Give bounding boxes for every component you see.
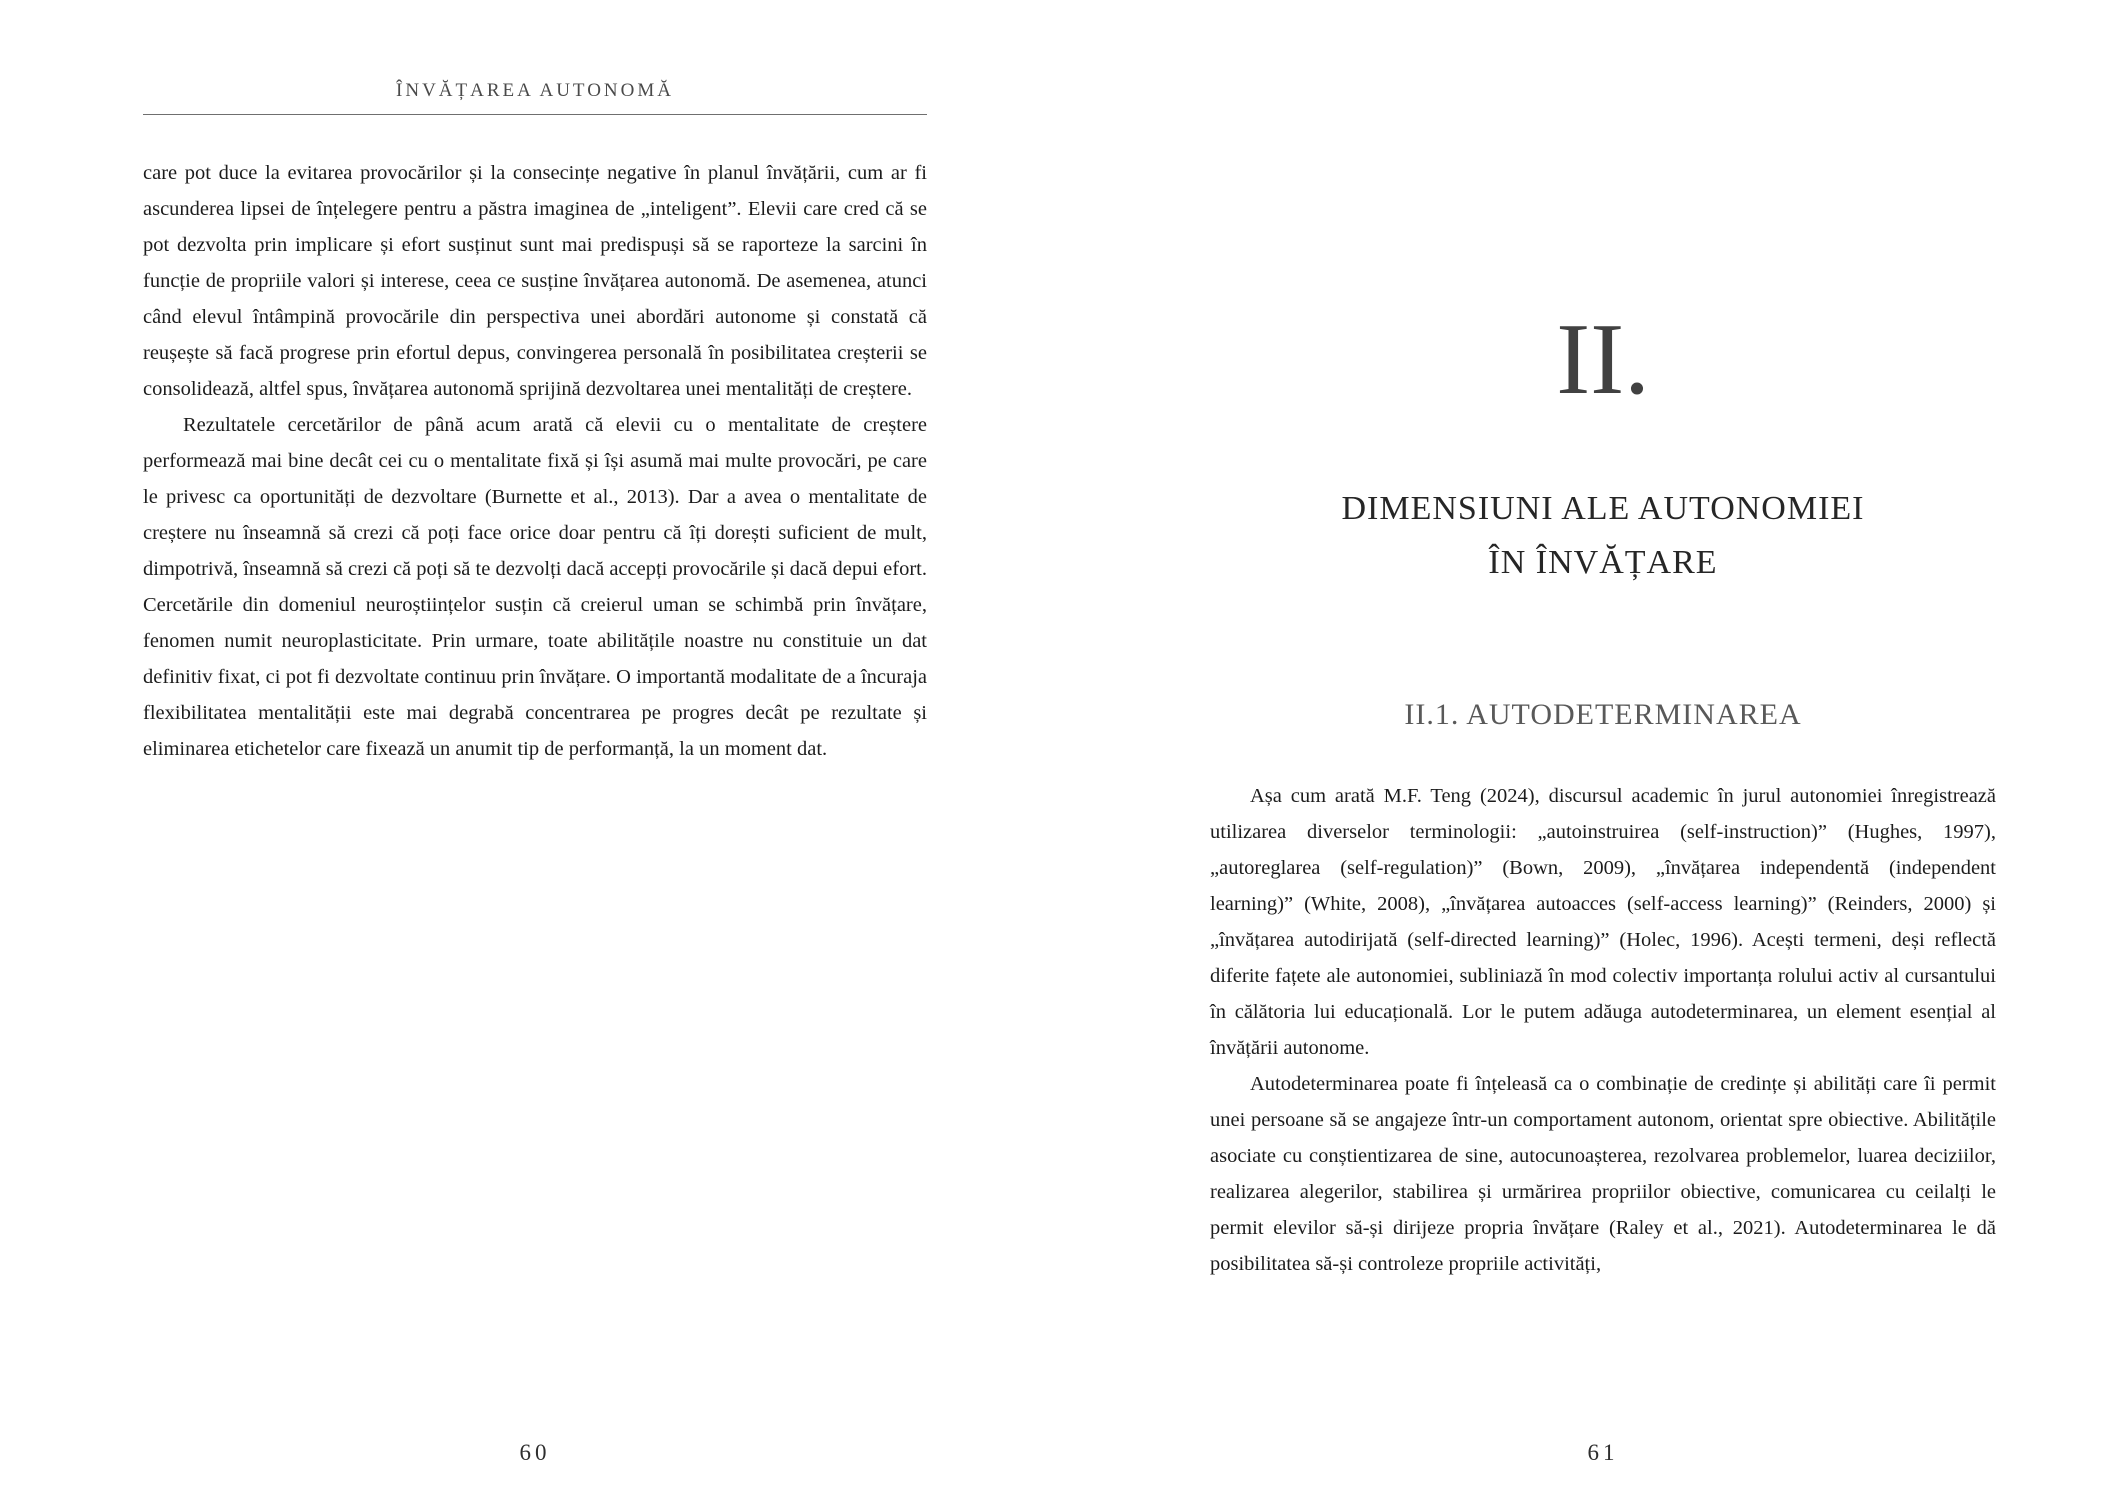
chapter-title <box>1210 482 1996 590</box>
left-page-content <box>143 80 927 767</box>
right-page-content <box>1210 303 1996 1282</box>
page-number-left: 60 <box>519 1440 551 1465</box>
chapter-numeral: II. <box>1556 303 1650 416</box>
running-header-text: ÎNVĂȚAREA AUTONOMĂ <box>396 80 674 101</box>
right-page-body <box>1210 778 1996 1282</box>
left-page-body <box>143 155 927 767</box>
page-number-right: 61 <box>1587 1440 1619 1465</box>
running-header <box>143 80 927 115</box>
paragraph: Autodeterminarea poate fi înțeleasă ca o combinație de credințe și abilități care îi permit unei persoane să se angajeze într-un comportament autonom, orientat spre obiective. Abilitățile asociate cu conștientizarea de sine, autocunoașterea, rezolvarea problemelor, luarea deciziilor, realizarea alegerilor, stabilirea și urmărirea propriilor obiective, comunicarea cu ceilalți le permit elevilor să-și dirijeze propria învățare (Raley et al., 2021). Autodeterminarea le dă posibilitatea să-și controleze propriile activități, <box>1210 1073 1996 1275</box>
chapter-title-line2: ÎN ÎNVĂȚARE <box>1488 544 1718 581</box>
chapter-title-line1: DIMENSIUNI ALE AUTONOMIEI <box>1341 490 1865 527</box>
paragraph: care pot duce la evitarea provocărilor și la consecințe negative în planul învățării, cum ar fi ascunderea lipsei de înțelegere pentru a păstra imaginea de „inteligent”. Elevii care cred că se pot dezvolta prin implicare și efort susținut sunt mai predispuși să se raporteze la sarcini în funcție de propriile valori și interese, ceea ce susține învățarea autonomă. De asemenea, atunci când elevul întâmpină provocările din perspectiva unei abordări autonome și constată că reușește să facă progrese prin efortul depus, convingerea personală în posibilitatea creșterii se consolidează, altfel spus, învățarea autonomă sprijină dezvoltarea unei mentalități de creștere. <box>143 162 927 400</box>
paragraph: Așa cum arată M.F. Teng (2024), discursul academic în jurul autonomiei înregistrează utilizarea diverselor terminologii: „autoinstruirea (self-instruction)” (Hughes, 1997), „autoreglarea (self-regulation)” (Bown, 2009), „învățarea independentă (independent learning)” (White, 2008), „învățarea autoacces (self-access learning)” (Reinders, 2000) și „învățarea autodirijată (self-directed learning)” (Holec, 1996). Acești termeni, deși reflectă diferite fațete ale autonomiei, subliniază în mod colectiv importanța rolului activ al cursantului în călătoria lui educațională. Lor le putem adăuga autodeterminarea, un element esențial al învățării autonome. <box>1210 785 1996 1059</box>
paragraph: Rezultatele cercetărilor de până acum arată că elevii cu o mentalitate de creștere performează mai bine decât cei cu o mentalitate fixă și își asumă mai multe provocări, pe care le privesc ca oportunități de dezvoltare (Burnette et al., 2013). Dar a avea o mentalitate de creștere nu înseamnă să crezi că poți face orice doar pentru că îți dorești suficient de mult, dimpotrivă, înseamnă să crezi că poți să te dezvolți dacă accepți provocările și dacă depui efort. Cercetările din domeniul neuroștiințelor susțin că creierul uman se schimbă prin învățare, fenomen numit neuroplasticitate. Prin urmare, toate abilitățile noastre nu constituie un dat definitiv fixat, ci pot fi dezvoltate continuu prin învățare. O importantă modalitate de a încuraja flexibilitatea mentalității este mai degrabă concentrarea pe progres decât pe rezultate și eliminarea etichetelor care fixează un anumit tip de performanță, la un moment dat. <box>143 414 927 760</box>
right-page <box>1053 0 2106 1500</box>
section-heading: II.1. AUTODETERMINAREA <box>1404 698 1802 731</box>
